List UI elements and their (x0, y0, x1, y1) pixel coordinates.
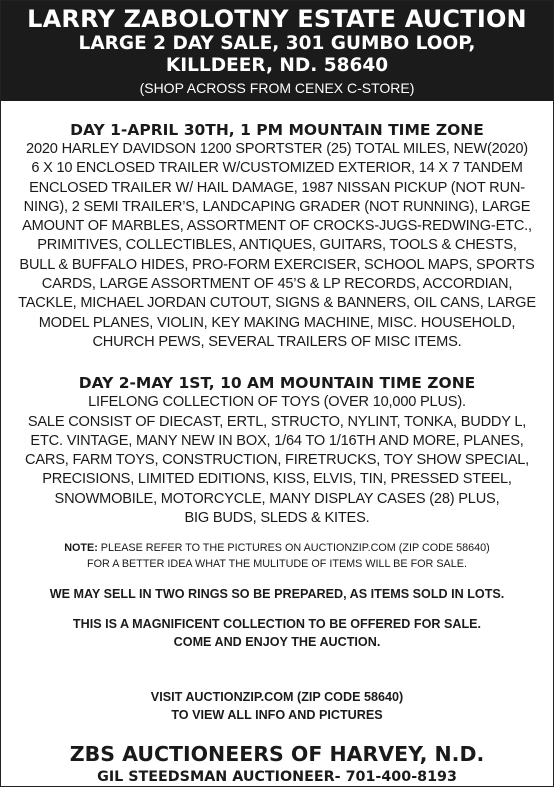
magnificent-line2: COME AND ENJOY THE AUCTION. (173, 635, 381, 650)
day1-item-line: 6 X 10 ENCLOSED TRAILER W/CUSTOMIZED EXTERIOR, 14 X 7 TANDEM (31, 160, 523, 177)
ad-content (1, 120, 553, 787)
day1-item-line: TACKLE, MICHAEL JORDAN CUTOUT, SIGNS & BANNERS, OIL CANS, LARGE (18, 295, 536, 312)
auction-title: LARRY ZABOLOTNY ESTATE AUCTION (27, 5, 527, 33)
day2-item-line: LIFELONG COLLECTION OF TOYS (OVER 10,000 PLUS). (88, 394, 466, 411)
note-block (7, 540, 547, 572)
auctioneer-contact: GIL STEEDSMAN AUCTIONEER- 701-400-8193 (97, 769, 457, 786)
day1-item-line: 2020 HARLEY DAVIDSON 1200 SPORTSTER (25) TOTAL MILES, NEW(2020) (26, 141, 528, 157)
day2-item-line: BIG BUDS, SLEDS & KITES. (184, 510, 370, 527)
day2-item-line: SALE CONSIST OF DIECAST, ERTL, STRUCTO, NYLINT, TONKA, BUDDY L, (27, 413, 527, 430)
rings-notice: WE MAY SELL IN TWO RINGS SO BE PREPARED, AS ITEMS SOLD IN LOTS. (49, 587, 505, 602)
day1-item-line: CARDS, LARGE ASSORTMENT OF 45’S & LP RECORDS, ACCORDIAN, (41, 276, 513, 293)
day1-heading: DAY 1-APRIL 30TH, 1 PM MOUNTAIN TIME ZONE (70, 121, 484, 139)
day1-item-line: PRIMITIVES, COLLECTIBLES, ANTIQUES, GUITARS, TOOLS & CHESTS, (37, 237, 517, 254)
day1-item-line: NING), 2 SEMI TRAILER’S, LANDCAPING GRADER (NOT RUNNING), LARGE (23, 198, 531, 215)
day1-item-line: AMOUNT OF MARBLES, ASSORTMENT OF CROCKS-JUGS-REDWING-ETC., (22, 218, 532, 235)
location-note: (SHOP ACROSS FROM CENEX C-STORE) (139, 80, 415, 96)
note-label: NOTE: (64, 542, 98, 555)
sale-address-line2: KILLDEER, ND. 58640 (165, 55, 389, 76)
visit-block (7, 688, 547, 724)
day2-item-line: CARS, FARM TOYS, CONSTRUCTION, FIRETRUCKS, TOY SHOW SPECIAL, (25, 452, 529, 469)
sale-address-line1: LARGE 2 DAY SALE, 301 GUMBO LOOP, (78, 33, 476, 54)
magnificent-line1: THIS IS A MAGNIFICENT COLLECTION TO BE OFFERED FOR SALE. (72, 617, 482, 632)
auctioneer-company: ZBS AUCTIONEERS OF HARVEY, N.D. (69, 742, 485, 767)
visit-line1: VISIT AUCTIONZIP.COM (ZIP CODE 58640) (150, 690, 404, 705)
day1-item-line: CHURCH PEWS, SEVERAL TRAILERS OF MISC ITEMS. (92, 333, 462, 350)
day2-items (7, 393, 547, 528)
day2-item-line: PRECISIONS, LIMITED EDITIONS, KISS, ELVIS, TIN, PRESSED STEEL, (42, 471, 512, 488)
day1-items (7, 140, 547, 352)
day1-item-line: BULL & BUFFALO HIDES, PRO-FORM EXERCISER, SCHOOL MAPS, SPORTS (19, 256, 535, 273)
note-line1 (7, 540, 547, 556)
ad-header (1, 1, 553, 101)
magnificent-block (7, 615, 547, 651)
day1-item-line: MODEL PLANES, VIOLIN, KEY MAKING MACHINE, MISC. HOUSEHOLD, (38, 314, 516, 331)
note-text: PLEASE REFER TO THE PICTURES ON AUCTIONZIP.COM (ZIP CODE 58640) (97, 542, 490, 555)
day2-item-line: ETC. VINTAGE, MANY NEW IN BOX, 1/64 TO 1/16TH AND MORE, PLANES, (30, 432, 524, 449)
day1-item-line: ENCLOSED TRAILER W/ HAIL DAMAGE, 1987 NISSAN PICKUP (NOT RUN- (29, 179, 525, 196)
day2-item-line: SNOWMOBILE, MOTORCYCLE, MANY DISPLAY CASES (28) PLUS, (54, 490, 500, 507)
note-line2: FOR A BETTER IDEA WHAT THE MULITUDE OF ITEMS WILL BE FOR SALE. (87, 558, 467, 571)
visit-line2: TO VIEW ALL INFO AND PICTURES (171, 708, 383, 723)
day2-heading: DAY 2-MAY 1ST, 10 AM MOUNTAIN TIME ZONE (78, 374, 476, 393)
